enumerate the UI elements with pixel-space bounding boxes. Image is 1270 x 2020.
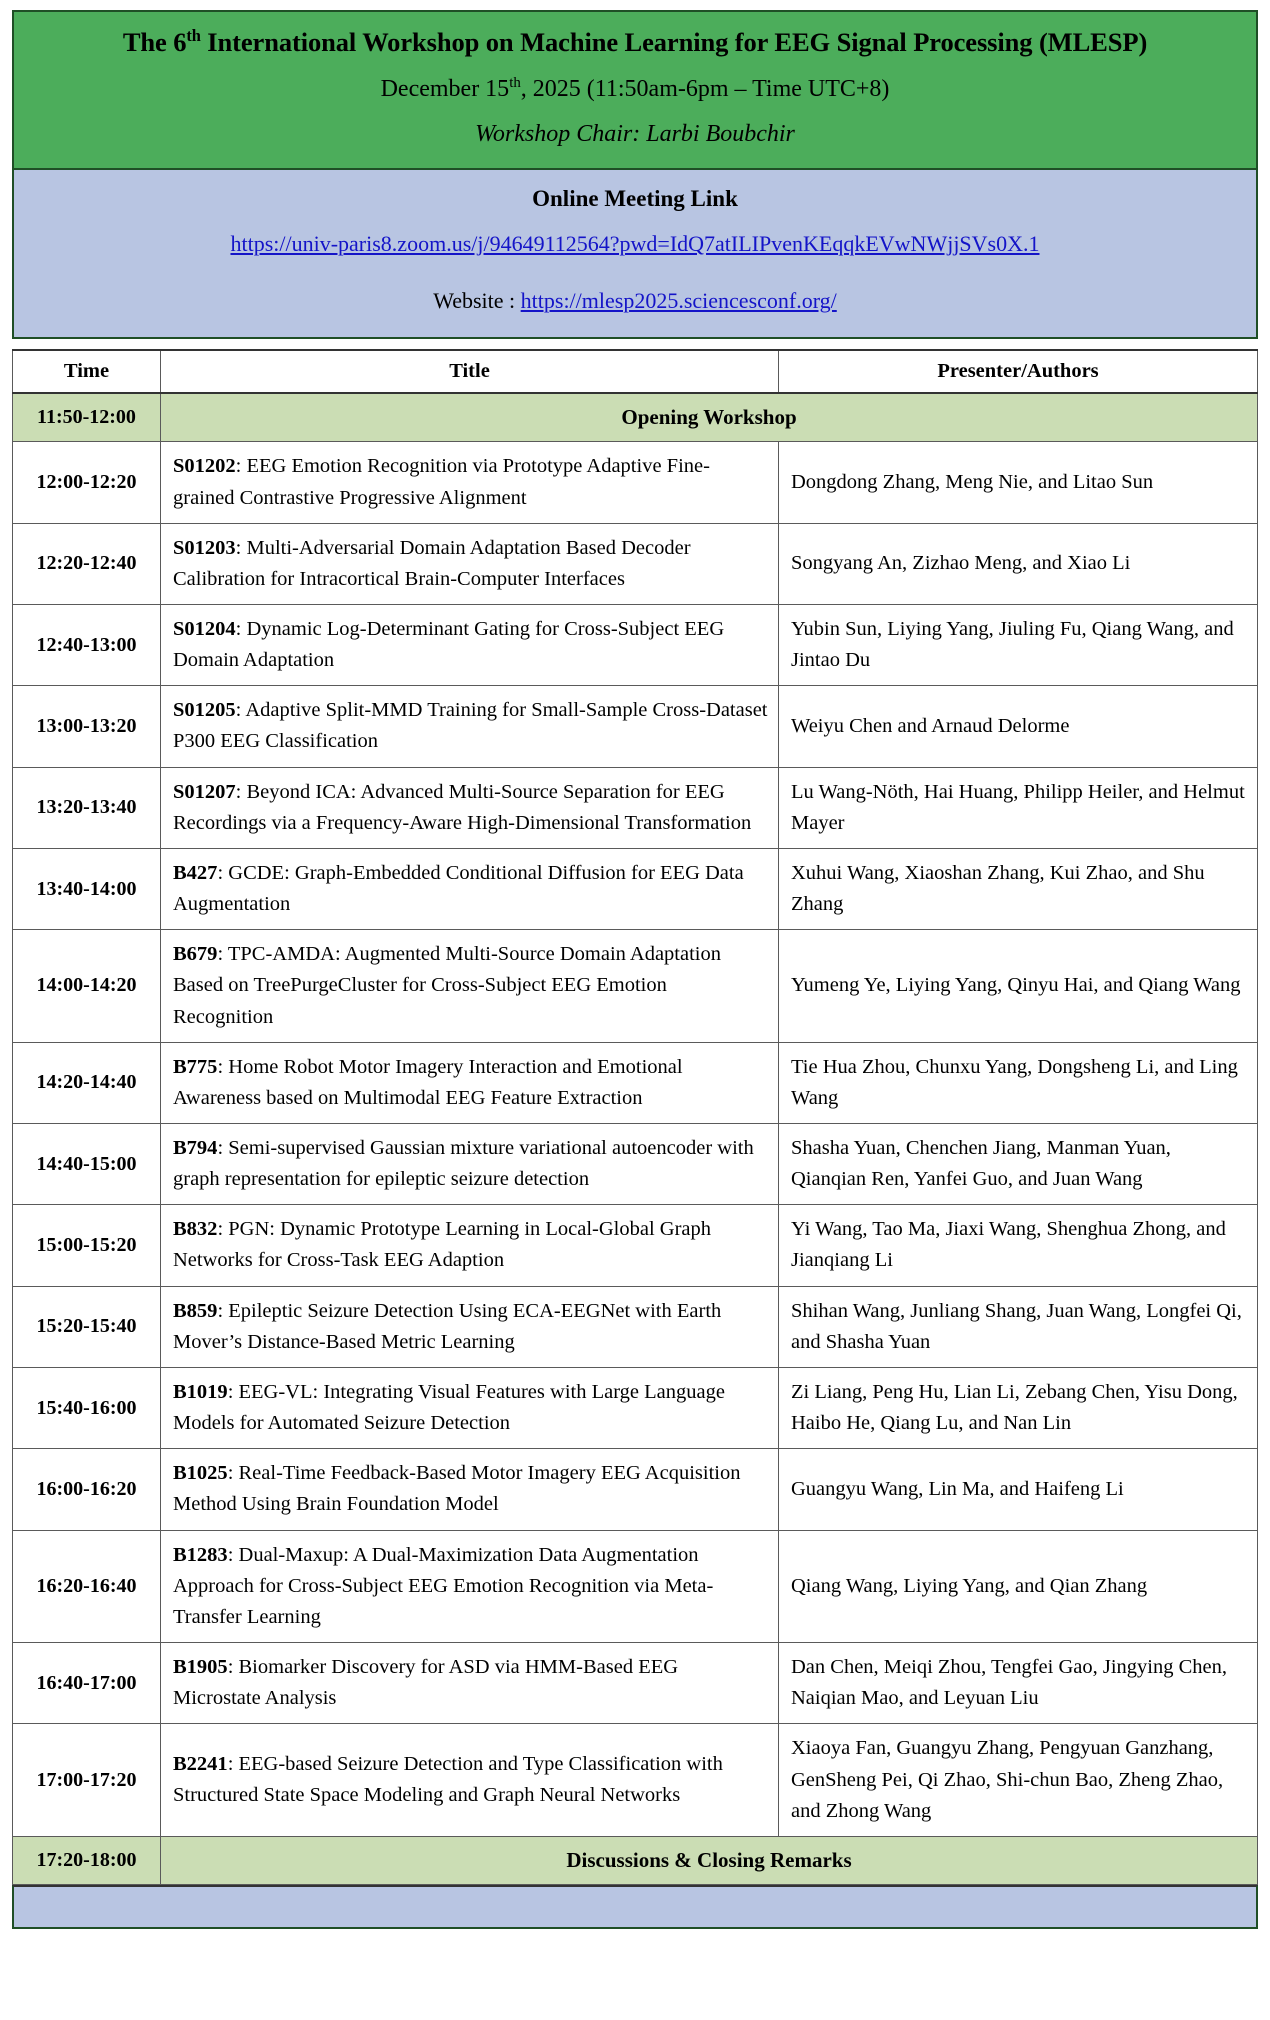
paper-title: : Epileptic Seizure Detection Using ECA-EEGNet with Earth Mover’s Distance-Based Metric Learning (173, 1299, 722, 1353)
schedule-talk-row (13, 930, 1258, 1042)
schedule-talk-row (13, 1530, 1258, 1642)
paper-code: S01207 (173, 780, 236, 803)
schedule-authors-cell: Yi Wang, Tao Ma, Jiaxi Wang, Shenghua Zhong, and Jianqiang Li (779, 1205, 1258, 1286)
workshop-title-ordinal: th (186, 26, 201, 46)
schedule-time-cell: 15:00-15:20 (13, 1205, 161, 1286)
workshop-banner (12, 10, 1258, 170)
schedule-talk-row (13, 1449, 1258, 1530)
website-row (34, 287, 1236, 316)
schedule-time-cell: 15:20-15:40 (13, 1286, 161, 1367)
workshop-date (44, 74, 1226, 105)
schedule-time-cell: 14:40-15:00 (13, 1124, 161, 1205)
schedule-title-cell (161, 1530, 779, 1642)
schedule-authors-cell: Weiyu Chen and Arnaud Delorme (779, 686, 1258, 767)
schedule-talk-row (13, 1724, 1258, 1836)
schedule-title-cell (161, 523, 779, 604)
schedule-authors-cell: Guangyu Wang, Lin Ma, and Haifeng Li (779, 1449, 1258, 1530)
schedule-authors-cell: Lu Wang-Nöth, Hai Huang, Philipp Heiler, and Helmut Mayer (779, 767, 1258, 848)
schedule-title-cell (161, 1042, 779, 1123)
workshop-title-post: International Workshop on Machine Learning for EEG Signal Processing (MLESP) (200, 27, 1148, 57)
schedule-title-cell (161, 686, 779, 767)
column-header-time: Time (13, 350, 161, 393)
schedule-title-cell (161, 1449, 779, 1530)
schedule-time-cell: 16:20-16:40 (13, 1530, 161, 1642)
schedule-authors-cell: Songyang An, Zizhao Meng, and Xiao Li (779, 523, 1258, 604)
paper-title: : EEG Emotion Recognition via Prototype Adaptive Fine-grained Contrastive Progressive Alignment (173, 455, 710, 509)
schedule-authors-cell: Qiang Wang, Liying Yang, and Qian Zhang (779, 1530, 1258, 1642)
schedule-time-cell: 16:40-17:00 (13, 1643, 161, 1724)
paper-title: : Beyond ICA: Advanced Multi-Source Separation for EEG Recordings via a Frequency-Aware High-Dimensional Transformation (173, 780, 752, 834)
online-meeting-heading: Online Meeting Link (532, 186, 738, 212)
schedule-talk-row (13, 604, 1258, 685)
schedule-body (13, 393, 1258, 1884)
schedule-talk-row (13, 442, 1258, 523)
schedule-title-cell (161, 1205, 779, 1286)
schedule-authors-cell: Dongdong Zhang, Meng Nie, and Litao Sun (779, 442, 1258, 523)
workshop-title (44, 26, 1226, 60)
paper-code: B775 (173, 1055, 218, 1078)
schedule-time-cell: 11:50-12:00 (13, 393, 161, 442)
schedule-talk-row (13, 1042, 1258, 1123)
schedule-time-cell: 15:40-16:00 (13, 1367, 161, 1448)
schedule-title-cell (161, 604, 779, 685)
schedule-time-cell: 12:40-13:00 (13, 604, 161, 685)
schedule-authors-cell: Xuhui Wang, Xiaoshan Zhang, Kui Zhao, and Shu Zhang (779, 848, 1258, 929)
paper-code: S01205 (173, 699, 236, 722)
schedule-authors-cell: Yumeng Ye, Liying Yang, Qinyu Hai, and Qiang Wang (779, 930, 1258, 1042)
schedule-title-cell (161, 767, 779, 848)
paper-code: B832 (173, 1218, 218, 1241)
paper-code: S01204 (173, 617, 236, 640)
schedule-authors-cell: Yubin Sun, Liying Yang, Jiuling Fu, Qiang Wang, and Jintao Du (779, 604, 1258, 685)
schedule-talk-row (13, 767, 1258, 848)
paper-title: : Dual-Maxup: A Dual-Maximization Data Augmentation Approach for Cross-Subject EEG Emotion Recognition via Meta-Transfer Learning (173, 1543, 714, 1628)
schedule-title-cell (161, 1724, 779, 1836)
schedule-section-row (13, 393, 1258, 442)
schedule-time-cell: 13:20-13:40 (13, 767, 161, 848)
paper-title: : Adaptive Split-MMD Training for Small-Sample Cross-Dataset P300 EEG Classification (173, 699, 768, 753)
paper-code: B794 (173, 1137, 218, 1160)
schedule-talk-row (13, 1367, 1258, 1448)
schedule-authors-cell: Dan Chen, Meiqi Zhou, Tengfei Gao, Jingying Chen, Naiqian Mao, and Leyuan Liu (779, 1643, 1258, 1724)
schedule-time-cell: 17:00-17:20 (13, 1724, 161, 1836)
paper-title: : TPC-AMDA: Augmented Multi-Source Domain Adaptation Based on TreePurgeCluster for Cross-Subject EEG Emotion Recognition (173, 943, 721, 1028)
paper-title: : GCDE: Graph-Embedded Conditional Diffusion for EEG Data Augmentation (173, 861, 744, 916)
paper-title: : Semi-supervised Gaussian mixture variational autoencoder with graph representation for epileptic seizure detection (173, 1137, 754, 1191)
schedule-authors-cell: Shihan Wang, Junliang Shang, Juan Wang, Longfei Qi, and Shasha Yuan (779, 1286, 1258, 1367)
schedule-title-cell (161, 442, 779, 523)
schedule-time-cell: 12:00-12:20 (13, 442, 161, 523)
paper-code: B679 (173, 943, 218, 966)
schedule-talk-row (13, 1205, 1258, 1286)
schedule-time-cell: 14:20-14:40 (13, 1042, 161, 1123)
paper-title: : Biomarker Discovery for ASD via HMM-Based EEG Microstate Analysis (173, 1656, 679, 1710)
website-label: Website : (433, 287, 521, 313)
schedule-talk-row (13, 1643, 1258, 1724)
column-header-title: Title (161, 350, 779, 393)
workshop-date-ordinal: th (509, 74, 521, 91)
schedule-time-cell: 16:00-16:20 (13, 1449, 161, 1530)
schedule-title-cell (161, 1367, 779, 1448)
schedule-time-cell: 13:40-14:00 (13, 848, 161, 929)
paper-code: B1905 (173, 1656, 228, 1679)
schedule-authors-cell: Tie Hua Zhou, Chunxu Yang, Dongsheng Li, and Ling Wang (779, 1042, 1258, 1123)
schedule-time-cell: 12:20-12:40 (13, 523, 161, 604)
paper-code: B859 (173, 1299, 218, 1322)
paper-title: : Dynamic Log-Determinant Gating for Cross-Subject EEG Domain Adaptation (173, 617, 725, 672)
website-link[interactable]: https://mlesp2025.sciencesconf.org/ (520, 287, 837, 313)
workshop-title-pre: The 6 (122, 27, 187, 57)
paper-code: B1283 (173, 1543, 228, 1566)
zoom-meeting-link[interactable]: https://univ-paris8.zoom.us/j/94649112564?pwd=IdQ7atILIPvenKEqqkEVwNWjjSVs0X.1 (230, 231, 1040, 257)
paper-title: : Home Robot Motor Imagery Interaction and Emotional Awareness based on Multimodal EEG Feature Extraction (173, 1055, 683, 1109)
online-meeting-block (12, 170, 1258, 339)
schedule-title-cell (161, 848, 779, 929)
zoom-link-row (34, 230, 1236, 259)
schedule-section-label: Discussions & Closing Remarks (161, 1836, 1258, 1884)
schedule-talk-row (13, 848, 1258, 929)
schedule-talk-row (13, 1286, 1258, 1367)
schedule-time-cell: 13:00-13:20 (13, 686, 161, 767)
schedule-title-cell (161, 1124, 779, 1205)
schedule-table (12, 349, 1258, 1884)
schedule-authors-cell: Zi Liang, Peng Hu, Lian Li, Zebang Chen, Yisu Dong, Haibo He, Qiang Lu, and Nan Lin (779, 1367, 1258, 1448)
schedule-authors-cell: Shasha Yuan, Chenchen Jiang, Manman Yuan, Qianqian Ren, Yanfei Guo, and Juan Wang (779, 1124, 1258, 1205)
schedule-time-cell: 17:20-18:00 (13, 1836, 161, 1884)
paper-code: B1019 (173, 1380, 228, 1403)
schedule-authors-cell: Xiaoya Fan, Guangyu Zhang, Pengyuan Ganzhang, GenSheng Pei, Qi Zhao, Shi-chun Bao, Zheng Zhao, and Zhong Wang (779, 1724, 1258, 1836)
schedule-title-cell (161, 930, 779, 1042)
schedule-title-cell (161, 1286, 779, 1367)
schedule-talk-row (13, 686, 1258, 767)
workshop-chair: Workshop Chair: Larbi Boubchir (475, 121, 795, 148)
schedule-talk-row (13, 523, 1258, 604)
column-header-authors: Presenter/Authors (779, 350, 1258, 393)
schedule-title-cell (161, 1643, 779, 1724)
paper-code: S01203 (173, 536, 236, 559)
paper-title: : EEG-VL: Integrating Visual Features with Large Language Models for Automated Seizure Detection (173, 1380, 725, 1435)
paper-code: S01202 (173, 455, 236, 478)
schedule-time-cell: 14:00-14:20 (13, 930, 161, 1042)
paper-title: : Real-Time Feedback-Based Motor Imagery EEG Acquisition Method Using Brain Foundation Model (173, 1462, 741, 1516)
paper-title: : EEG-based Seizure Detection and Type Classification with Structured State Space Modeling and Graph Neural Networks (173, 1752, 723, 1807)
paper-code: B1025 (173, 1462, 228, 1485)
paper-code: B2241 (173, 1752, 228, 1775)
schedule-section-row (13, 1836, 1258, 1884)
workshop-date-post: , 2025 (11:50am-6pm – Time UTC+8) (520, 75, 890, 102)
schedule-header-row (13, 350, 1258, 393)
schedule-section-label: Opening Workshop (161, 393, 1258, 442)
paper-code: B427 (173, 861, 218, 884)
workshop-date-pre: December 15 (380, 75, 510, 102)
paper-title: : PGN: Dynamic Prototype Learning in Local-Global Graph Networks for Cross-Task EEG Adaption (173, 1218, 712, 1272)
footer-band (12, 1885, 1258, 1929)
schedule-talk-row (13, 1124, 1258, 1205)
paper-title: : Multi-Adversarial Domain Adaptation Based Decoder Calibration for Intracortical Brain-Computer Interfaces (173, 536, 691, 590)
